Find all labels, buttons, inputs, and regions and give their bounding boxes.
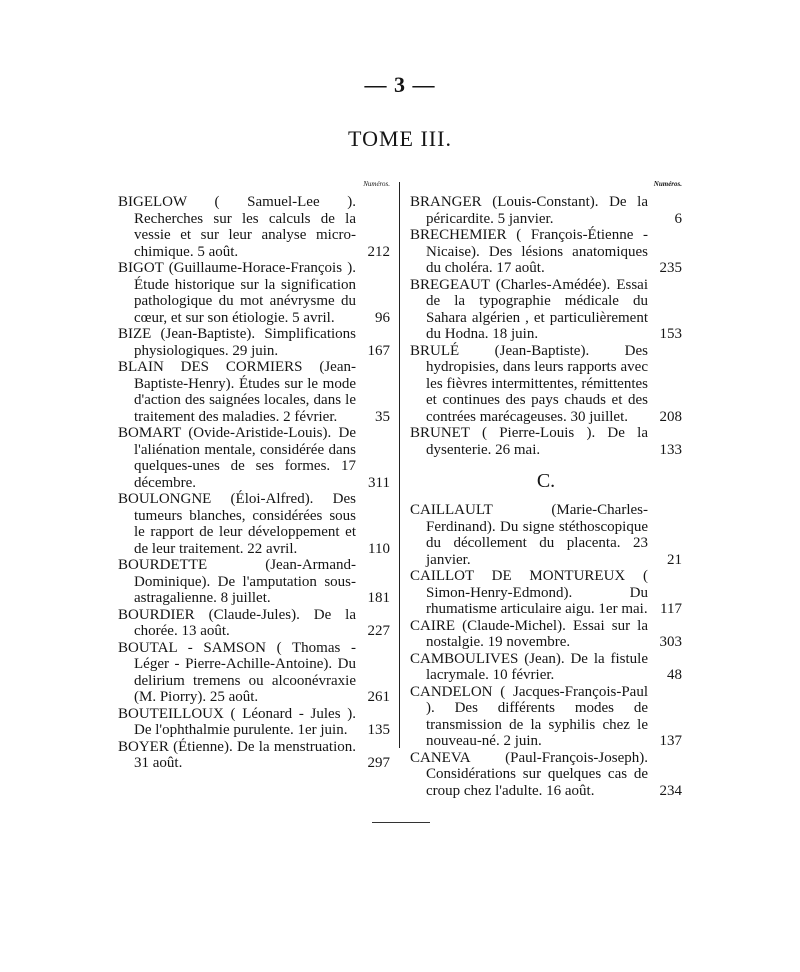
entry-list xyxy=(118,194,390,772)
entry-text: CAILLOT DE MONTUREUX ( Simon-Henry-Edmond). Du rhumatisme articulaire aigu. 1er mai. xyxy=(410,568,648,617)
entry-number: 133 xyxy=(659,441,682,458)
index-entry xyxy=(118,359,390,425)
entry-text: BOURDIER (Claude-Jules). De la chorée. 13 août. xyxy=(118,606,356,639)
entry-number: 167 xyxy=(367,342,390,359)
entry-number: 261 xyxy=(367,689,390,705)
index-entry xyxy=(410,194,682,227)
index-entry xyxy=(410,750,682,800)
index-entry xyxy=(410,277,682,343)
index-entry xyxy=(118,640,390,706)
entry-text: CAIRE (Claude-Michel). Essai sur la nostalgie. 19 novembre. xyxy=(410,617,648,650)
entry-text: BOMART (Ovide-Aristide-Louis). De l'aliénation mentale, considérée dans quelques-unes de ses formes. 17 décembre. xyxy=(118,425,356,491)
entry-number: 297 xyxy=(367,755,390,771)
index-entry xyxy=(118,739,390,772)
entry-text: CANDELON ( Jacques-François-Paul ). Des différents modes de transmission de la syphilis chez le nouveau-né. 2 juin. xyxy=(410,683,648,749)
entry-text: CAILLAULT (Marie-Charles-Ferdinand). Du signe stéthoscopique du décollement du placenta. 23 janvier. xyxy=(410,502,648,568)
index-entry xyxy=(410,502,682,568)
entry-text: BRANGER (Louis-Constant). De la péricardite. 5 janvier. xyxy=(410,194,648,227)
entry-number: 153 xyxy=(659,326,682,342)
entry-number: 21 xyxy=(667,551,682,568)
numbers-column-header: Numéros. xyxy=(363,180,390,188)
entry-number: 227 xyxy=(367,623,390,639)
entry-number: 110 xyxy=(368,540,390,557)
entry-number: 135 xyxy=(367,722,390,738)
entry-list xyxy=(410,194,682,458)
index-entry xyxy=(410,684,682,750)
entry-number: 311 xyxy=(368,474,390,491)
entry-number: 235 xyxy=(659,260,682,276)
entry-text: BLAIN DES CORMIERS (Jean-Baptiste-Henry). Études sur le mode d'action des saignées locales, dans le traitement des maladies. 2 février. xyxy=(118,359,356,425)
entry-text: BRECHEMIER ( François-Étienne - Nicaise). Des lésions anatomiques du choléra. 17 août. xyxy=(410,227,648,276)
entry-number: 48 xyxy=(667,667,682,683)
index-entry xyxy=(118,326,390,359)
index-entry xyxy=(118,491,390,557)
index-entry xyxy=(410,568,682,618)
entry-number: 96 xyxy=(375,309,390,326)
entry-list xyxy=(410,502,682,799)
tome-title: TOME III. xyxy=(348,126,452,151)
index-entry xyxy=(118,607,390,640)
index-entry xyxy=(410,618,682,651)
index-entry xyxy=(118,194,390,260)
entry-text: BOUTEILLOUX ( Léonard - Jules ). De l'ophthalmie purulente. 1er juin. xyxy=(118,705,356,738)
page-number: — 3 — xyxy=(364,72,436,97)
index-entry xyxy=(410,651,682,684)
entry-number: 303 xyxy=(659,634,682,650)
right-column xyxy=(410,180,682,799)
entry-number: 208 xyxy=(659,408,682,425)
entry-text: BIZE (Jean-Baptiste). Simplifications physiologiques. 29 juin. xyxy=(118,326,356,359)
entry-text: BIGOT (Guillaume-Horace-François ). Étude historique sur la signification pathologique du mot anévrysme du cœur, et sur son étiologie. 5 avril. xyxy=(118,260,356,326)
entry-text: BOUTAL - SAMSON ( Thomas - Léger - Pierre-Achille-Antoine). Du delirium tremens ou alcoonévraxie (M. Piorry). 25 août. xyxy=(118,639,356,705)
numbers-column-header: Numéros. xyxy=(653,180,682,188)
bottom-rule xyxy=(372,822,430,823)
entry-number: 234 xyxy=(659,782,682,799)
column-divider xyxy=(399,182,400,748)
left-column xyxy=(118,180,390,772)
entry-text: CANEVA (Paul-François-Joseph). Considérations sur quelques cas de croup chez l'adulte. 16 août. xyxy=(410,749,648,799)
entry-number: 35 xyxy=(375,408,390,425)
index-entry xyxy=(118,557,390,607)
entry-text: BRUNET ( Pierre-Louis ). De la dysenterie. 26 mai. xyxy=(410,425,648,458)
entry-text: BOULONGNE (Éloi-Alfred). Des tumeurs blanches, considérées sous le rapport de leur développement et de leur traitement. 22 avril. xyxy=(118,491,356,557)
entry-text: BOURDETTE (Jean-Armand-Dominique). De l'amputation sous-astragalienne. 8 juillet. xyxy=(118,557,356,606)
index-entry xyxy=(118,706,390,739)
index-entry xyxy=(118,260,390,326)
section-letter: C. xyxy=(536,470,556,492)
entry-number: 212 xyxy=(367,243,390,260)
entry-text: BOYER (Étienne). De la menstruation. 31 août. xyxy=(118,738,356,771)
entry-number: 181 xyxy=(367,590,390,606)
entry-text: BRULÉ (Jean-Baptiste). Des hydropisies, dans leurs rapports avec les fièvres intermittentes, rémittentes et continues des pays chauds et des contrées marécageuses. 30 juillet. xyxy=(410,342,648,425)
index-entry xyxy=(410,425,682,458)
index-entry xyxy=(118,425,390,491)
index-entry xyxy=(410,227,682,277)
entry-number: 137 xyxy=(659,733,682,749)
entry-text: BREGEAUT (Charles-Amédée). Essai de la typographie médicale du Sahara algérien , et particulièrement du Hodna. 18 juin. xyxy=(410,276,648,342)
entry-number: 6 xyxy=(674,210,682,227)
entry-text: CAMBOULIVES (Jean). De la fistule lacrymale. 10 février. xyxy=(410,650,648,683)
entry-number: 117 xyxy=(660,601,682,617)
entry-text: BIGELOW ( Samuel-Lee ). Recherches sur les calculs de la vessie et sur leur analyse micro-chimique. 5 août. xyxy=(118,194,356,260)
index-entry xyxy=(410,343,682,426)
